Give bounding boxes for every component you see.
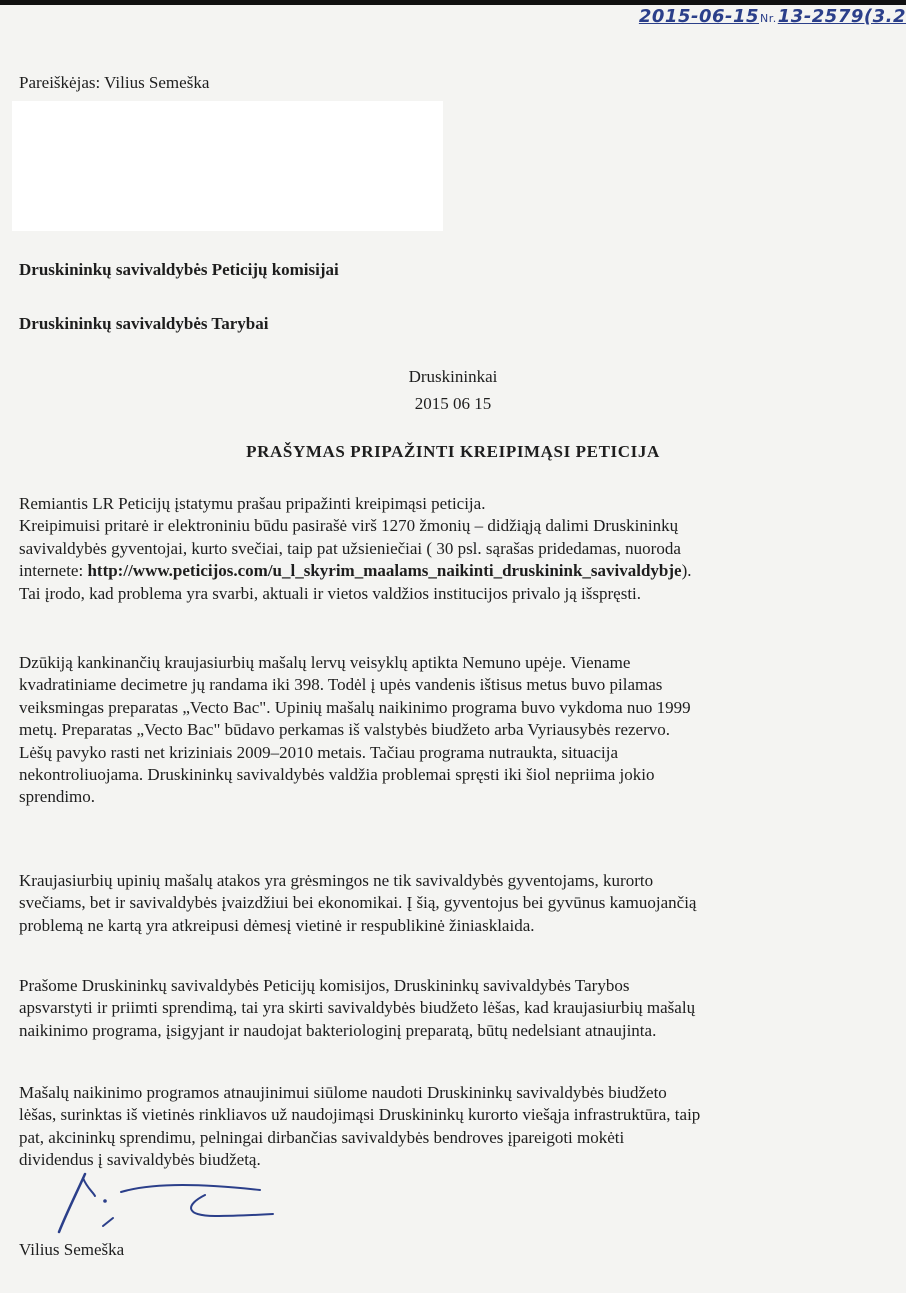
paragraph-4-line: Prašome Druskininkų savivaldybės Peticijų komisijos, Druskininkų savivaldybės Tarybos: [19, 976, 630, 995]
paragraph-4: [19, 975, 899, 1042]
paragraph-1-link-line: [19, 560, 899, 582]
paragraph-2-line: Lėšų pavyko rasti net kriziniais 2009–2010 metais. Tačiau programa nutraukta, situacija: [19, 742, 618, 762]
paragraph-2-line: kvadratiniame decimetre jų randama iki 398. Todėl į upės vandenis ištisus metus buvo pilamas: [19, 675, 663, 695]
document-place: Druskininkai: [408, 367, 498, 386]
paragraph-2-line: metų. Preparatas „Vecto Bac" būdavo perkamas iš valstybės biudžeto arba Vyriausybės rezervo.: [19, 720, 670, 740]
scan-top-border: [0, 0, 906, 5]
signatory-name: Vilius Semeška: [19, 1240, 125, 1259]
paragraph-1-line: Remiantis LR Peticijų įstatymu prašau pripažinti kreipimąsi peticija.: [19, 494, 486, 513]
paragraph-3: [19, 870, 899, 937]
stamp-date: 2015-06-15: [638, 6, 760, 27]
stamp-number: 13-2579(3.2: [777, 6, 906, 27]
petition-url: http://www.peticijos.com/u_l_skyrim_maalams_naikinti_druskinink_savivaldybje: [87, 561, 682, 581]
link-prefix: internete:: [19, 561, 88, 581]
applicant-line: Pareiškėjas: Vilius Semeška: [19, 73, 210, 92]
document-title: PRAŠYMAS PRIPAŽINTI KREIPIMĄSI PETICIJA: [246, 442, 660, 461]
paragraph-5-line: pat, akcininkų sprendimu, pelningai dirbančias savivaldybės bendroves įpareigoti mokėti: [19, 1127, 625, 1147]
paragraph-2-line: nekontroliuojama. Druskininkų savivaldybės valdžia problemai spręsti iki šiol nepriima jokio: [19, 765, 655, 785]
paragraph-1-line: savivaldybės gyventojai, kurto svečiai, taip pat užsieniečiai ( 30 psl. sąrašas pridedamas, nuoroda: [19, 538, 681, 558]
paragraph-1-line: Kreipimuisi pritarė ir elektroniniu būdu pasirašė virš 1270 žmonių – didžiąją dalimi Druskininkų: [19, 516, 679, 536]
recipient-peticiju-komisija: Druskininkų savivaldybės Peticijų komisijai: [19, 260, 339, 279]
paragraph-5: [19, 1082, 899, 1172]
link-suffix: ).: [681, 561, 692, 581]
paragraph-5-line: lėšas, surinktas iš vietinės rinkliavos už naudojimąsi Druskininkų kurorto viešąja infrastruktūra, taip: [19, 1105, 701, 1125]
recipient-taryba: Druskininkų savivaldybės Tarybai: [19, 314, 269, 333]
stamp-nr-label: Nr.: [760, 12, 777, 25]
paragraph-5-line: Mašalų naikinimo programos atnaujinimui siūlome naudoti Druskininkų savivaldybės biudžeto: [19, 1083, 667, 1102]
paragraph-3-line: svečiams, bet ir savivaldybės įvaizdžiui bei ekonomikai. Į šią, gyventojus bei gyvūnus kamuojančią: [19, 893, 697, 913]
paragraph-3-line: Kraujasiurbių upinių mašalų atakos yra grėsmingos ne tik savivaldybės gyventojams, kurorto: [19, 871, 654, 890]
paragraph-1: [19, 493, 899, 605]
paragraph-1-line: Tai įrodo, kad problema yra svarbi, aktuali ir vietos valdžios institucijos privalo ją išspręsti.: [19, 583, 642, 603]
redacted-address-block: [12, 101, 443, 231]
registration-stamp: [639, 6, 906, 27]
paragraph-5-line: dividendus į savivaldybės biudžetą.: [19, 1150, 261, 1170]
paragraph-4-line: apsvarstyti ir priimti sprendimą, tai yra skirti savivaldybės biudžeto lėšas, kad kraujasiurbių mašalų: [19, 998, 696, 1018]
paragraph-3-line: problemą ne kartą yra atkreipusi dėmesį vietinė ir respublikinė žiniasklaida.: [19, 915, 535, 935]
paragraph-2: [19, 652, 899, 809]
paragraph-2-line: veiksmingas preparatas „Vecto Bac". Upinių mašalų naikinimo programa buvo vykdoma nuo 1999: [19, 697, 691, 717]
paragraph-2-line: Dzūkiją kankinančių kraujasiurbių mašalų lervų veisyklų aptikta Nemuno upėje. Viename: [19, 653, 631, 672]
handwritten-signature: [55, 1170, 285, 1240]
document-date: 2015 06 15: [414, 394, 492, 413]
paragraph-4-line: naikinimo programa, įsigyjant ir naudojat bakteriologinį preparatą, būtų nedelsiant atnaujinta.: [19, 1020, 657, 1040]
paragraph-2-line: sprendimo.: [19, 787, 96, 807]
